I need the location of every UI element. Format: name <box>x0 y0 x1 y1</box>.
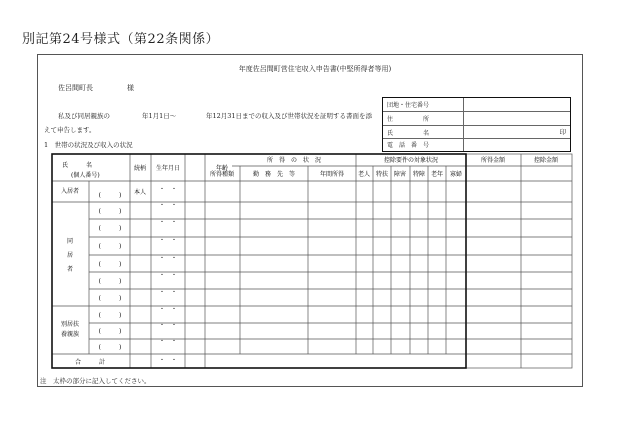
header-name: 氏 名 <box>62 162 93 169</box>
personal-number-paren: ( ) <box>98 295 122 302</box>
personal-number-paren: ( ) <box>98 261 122 268</box>
group-dependent-1: 別居扶 <box>60 321 80 328</box>
group-dependent-2: 養親族 <box>60 331 80 338</box>
birthdate-dots: ・ ・ <box>158 237 178 244</box>
group-cohabitant-3: 者 <box>66 266 74 273</box>
birthdate-dots: ・ ・ <box>158 186 178 193</box>
header-annual-income: 年間所得 <box>319 171 345 178</box>
header-name-sub: (個人番号) <box>71 172 100 179</box>
birthdate-dots: ・ ・ <box>158 202 178 209</box>
group-occupant: 入居者 <box>60 188 80 195</box>
total-label: 合 計 <box>74 359 106 366</box>
document-title: 年度佐呂間町営住宅収入申告書(中堅所得者等用) <box>238 65 392 73</box>
header-relation: 続柄 <box>133 165 147 172</box>
header-income-status: 所 得 の 状 況 <box>266 157 322 164</box>
header-birthdate: 生年月日 <box>155 165 181 172</box>
birthdate-dots: ・ ・ <box>158 219 178 226</box>
header-deduction-disability: 障害 <box>393 171 407 178</box>
birthdate-dots: ・ ・ <box>158 272 178 279</box>
header-deduction-special-dependent: 特扶 <box>375 171 389 178</box>
intro-text-3: 年12月31日までの収入及び世帯状況を証明する書面を添 <box>206 112 373 120</box>
personal-number-paren: ( ) <box>98 312 122 319</box>
intro-text-1: 私及び同居親族の <box>58 112 110 120</box>
total-dots: ・ ・ <box>158 357 178 364</box>
applicant-label-address: 住 所 <box>387 116 430 123</box>
personal-number-paren: ( ) <box>98 208 122 215</box>
applicant-label-housing: 団地・住宅番号 <box>387 102 430 109</box>
header-deduction-special-disability: 特障 <box>412 171 426 178</box>
header-employer: 勤 務 先 等 <box>252 171 296 178</box>
personal-number-paren: ( ) <box>98 278 122 285</box>
birthdate-dots: ・ ・ <box>158 306 178 313</box>
applicant-label-name: 氏 名 <box>387 130 430 137</box>
birthdate-dots: ・ ・ <box>158 289 178 296</box>
header-deduction-elderly: 老人 <box>357 171 371 178</box>
header-deduction-amount: 控除金額 <box>533 157 559 164</box>
table-grid <box>52 154 572 368</box>
occupant-relation: 本人 <box>133 189 147 196</box>
addressee-honorific: 様 <box>127 84 134 92</box>
header-deduction-aged: 老年 <box>430 171 444 178</box>
addressee-name: 佐呂間町長 <box>58 84 93 92</box>
personal-number-paren: ( ) <box>98 328 122 335</box>
header-deduction-status: 控除要件の対象状況 <box>383 157 439 164</box>
form-number-label: 別記第24号様式（第22条関係） <box>22 32 220 47</box>
birthdate-dots: ・ ・ <box>158 255 178 262</box>
group-cohabitant-1: 同 <box>66 238 74 245</box>
header-age: 年齢 <box>215 165 229 172</box>
intro-text-2: 年1月1日〜 <box>142 112 177 120</box>
footnote: 注 太枠の部分に記入してください。 <box>40 377 151 385</box>
birthdate-dots: ・ ・ <box>158 322 178 329</box>
seal-mark: 印 <box>559 128 566 136</box>
group-cohabitant-2: 居 <box>66 252 74 259</box>
personal-number-paren: ( ) <box>98 243 122 250</box>
applicant-label-phone: 電 話 番 号 <box>387 142 430 149</box>
personal-number-paren: ( ) <box>98 225 122 232</box>
intro-text-4: えて申告します。 <box>44 126 96 134</box>
personal-number-paren: ( ) <box>98 344 122 351</box>
section-heading: 1 世帯の状況及び収入の状況 <box>44 141 133 149</box>
personal-number-paren: ( ) <box>98 192 122 199</box>
header-income-type: 所得種類 <box>209 171 235 178</box>
birthdate-dots: ・ ・ <box>158 338 178 345</box>
header-income-amount: 所得金額 <box>480 157 506 164</box>
header-deduction-widow: 寡婦 <box>449 171 463 178</box>
